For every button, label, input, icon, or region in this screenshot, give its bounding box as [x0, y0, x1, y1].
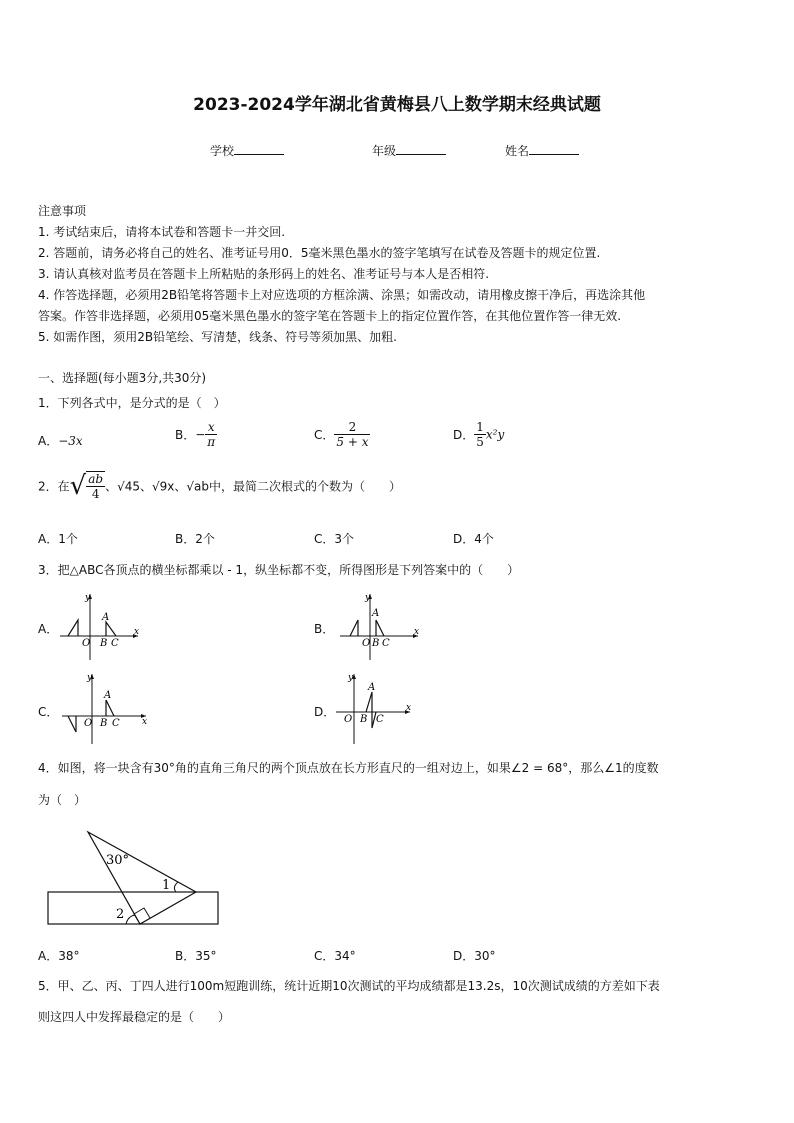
angle-2-label: 2: [116, 907, 125, 922]
fraction: [474, 420, 486, 449]
q4-option-a: A．38°: [38, 949, 80, 963]
axis-x-label: x: [406, 703, 412, 713]
page-title: 2023-2024学年湖北省黄梅县八上数学期末经典试题: [193, 95, 601, 115]
q2-option-d: D．4个: [453, 532, 494, 546]
question-4-stem-line2: 为（ ）: [38, 793, 87, 807]
question-4-stem-line1: 4．如图，将一块含有30°角的直角三角尺的两个顶点放在长方形直尺的一组对边上，如果∠2 = 68°，那么∠1的度数: [38, 761, 659, 775]
radical-fraction: [86, 471, 105, 501]
notice-item: 答案。作答非选择题，必须用05毫米黑色墨水的签字笔在答题卡上的指定位置作答，在其他位置作答一律无效.: [38, 309, 622, 323]
axis-x-label: x: [414, 627, 420, 637]
angle-1-label: 1: [162, 878, 171, 893]
point-b-label: B: [100, 718, 108, 729]
q3-option-a-label: A．: [38, 622, 59, 636]
radical-sign-icon: √: [69, 471, 87, 501]
numerator: 2: [334, 420, 370, 435]
numerator: 1: [476, 420, 484, 434]
question-1-stem: 1．下列各式中，是分式的是（ ）: [38, 396, 226, 410]
angle-30-label: 30°: [106, 853, 130, 868]
grade-label: 年级: [372, 144, 397, 158]
notice-item: 3. 请认真核对监考员在答题卡上所粘贴的条形码上的姓名、准考证号与本人是否相符.: [38, 267, 490, 281]
q1-option-a: [38, 432, 83, 449]
q1-option-d: [453, 420, 504, 449]
point-c-label: C: [382, 638, 390, 649]
notice-item: 4. 作答选择题，必须用2B铅笔将答题卡上对应选项的方框涂满、涂黑；如需改动，请用橡皮擦干净后，再选涂其他: [38, 288, 646, 302]
q1-option-c: [314, 420, 370, 449]
fraction: [334, 420, 370, 449]
point-a-label: A: [368, 682, 376, 693]
denominator: 4: [91, 487, 100, 501]
point-a-label: A: [102, 612, 110, 623]
school-label: 学校: [210, 144, 235, 158]
q3-graph-c: [62, 672, 152, 744]
fraction: [205, 420, 217, 449]
axis-y-label: y: [87, 673, 93, 683]
option-label: C．: [314, 428, 335, 442]
denominator: 5 + x: [336, 435, 369, 449]
axis-y-label: y: [348, 673, 354, 683]
minus-sign: −: [195, 427, 206, 442]
axis-y-label: y: [85, 593, 91, 603]
q3-option-d-label: D．: [314, 705, 336, 719]
axis-y-label: y: [365, 593, 371, 603]
grade-field: [372, 142, 446, 159]
option-label: B．: [175, 428, 196, 442]
point-c-label: C: [112, 718, 120, 729]
notice-item: 1. 考试结束后，请将本试卷和答题卡一并交回.: [38, 225, 286, 239]
q2-option-b: B．2个: [175, 532, 215, 546]
option-label: D．: [453, 428, 475, 442]
question-3-stem: 3．把△ABC各顶点的横坐标都乘以 - 1，纵坐标都不变，所得图形是下列答案中的（ ）: [38, 563, 520, 577]
q4-triangle-ruler-figure: [46, 830, 226, 930]
school-field: [210, 142, 284, 159]
origin-label: O: [344, 714, 353, 725]
q3-option-b-label: B．: [314, 622, 335, 636]
q3-graph-a: [60, 592, 142, 660]
option-label: A．: [38, 434, 59, 448]
q4-option-c: C．34°: [314, 949, 356, 963]
name-field: [505, 142, 579, 159]
q3-option-c-label: C．: [38, 705, 59, 719]
numerator: x: [205, 420, 217, 435]
point-c-label: C: [111, 638, 119, 649]
point-a-label: A: [104, 690, 112, 701]
denominator: π: [207, 435, 216, 449]
section-heading: 一、选择题(每小题3分,共30分): [38, 371, 207, 385]
stem-prefix: 2．在: [38, 479, 70, 494]
name-label: 姓名: [505, 144, 530, 158]
option-value: x²y: [485, 427, 505, 442]
stem-rest: 、√45、√9x、√ab中，最简二次根式的个数为（ ）: [105, 479, 401, 494]
q3-graph-b: [340, 592, 422, 660]
question-2-stem: [38, 471, 401, 501]
option-value: −3x: [58, 434, 83, 448]
denominator: 5: [476, 435, 484, 449]
q4-option-b: B．35°: [175, 949, 217, 963]
q3-graph-d: [336, 672, 416, 744]
question-5-stem-line1: 5．甲、乙、丙、丁四人进行100m短跑训练，统计近期10次测试的平均成绩都是13.2s，10次测试成绩的方差如下表: [38, 979, 660, 993]
q4-option-d: D．30°: [453, 949, 496, 963]
q1-option-b: [175, 420, 217, 449]
question-5-stem-line2: 则这四人中发挥最稳定的是（ ）: [38, 1010, 231, 1024]
origin-label: O: [84, 718, 93, 729]
q2-option-a: A．1个: [38, 532, 78, 546]
origin-label: O: [82, 638, 91, 649]
point-c-label: C: [376, 714, 384, 725]
numerator: ab: [88, 472, 104, 486]
point-b-label: B: [372, 638, 380, 649]
axis-x-label: x: [134, 627, 140, 637]
notice-heading: 注意事项: [38, 204, 87, 218]
origin-label: O: [362, 638, 371, 649]
point-b-label: B: [100, 638, 108, 649]
notice-item: 2. 答题前，请务必将自己的姓名、准考证号用0．5毫米黑色墨水的签字笔填写在试卷及答题卡的规定位置.: [38, 246, 601, 260]
point-a-label: A: [372, 608, 380, 619]
axis-x-label: x: [142, 717, 148, 727]
notice-item: 5. 如需作图，须用2B铅笔绘、写清楚，线条、符号等须加黑、加粗.: [38, 330, 397, 344]
q2-option-c: C．3个: [314, 532, 355, 546]
point-b-label: B: [360, 714, 368, 725]
